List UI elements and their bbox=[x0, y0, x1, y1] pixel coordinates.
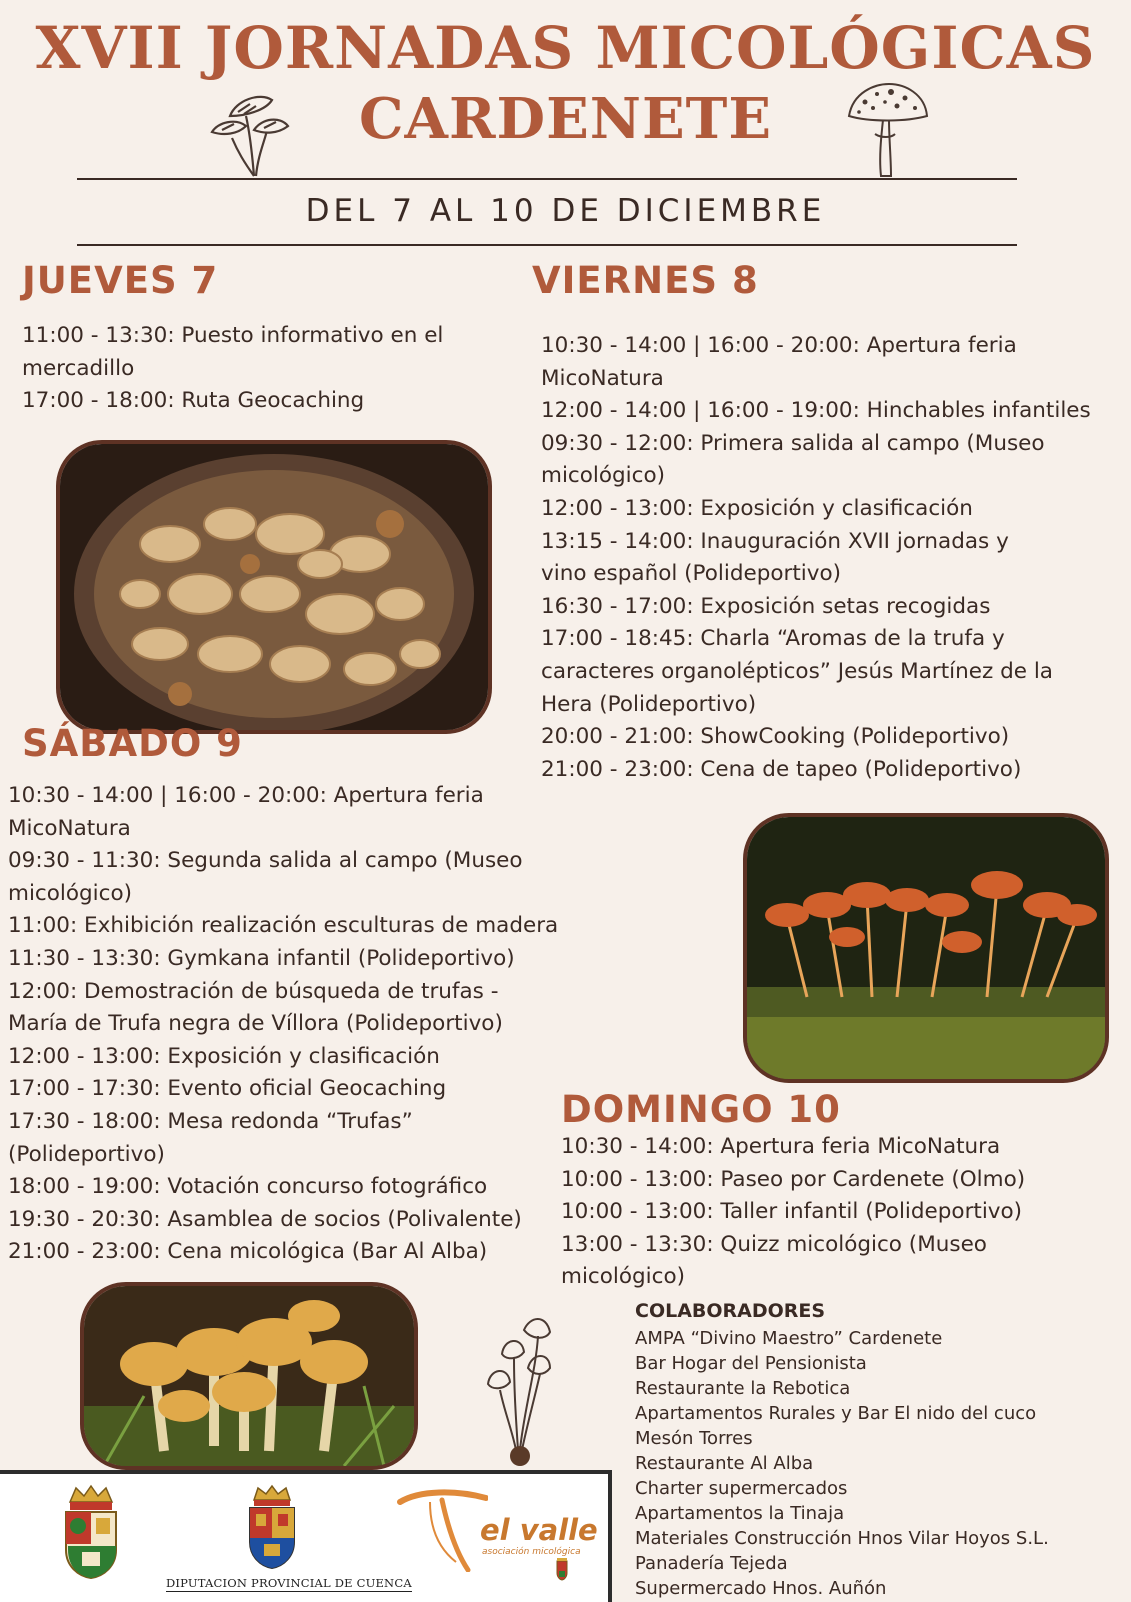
collaborator-item: AMPA “Divino Maestro” Cardenete bbox=[635, 1328, 943, 1349]
schedule-item: 19:30 - 20:30: Asamblea de socios (Polivalente) bbox=[8, 1206, 522, 1232]
page-title-line1: XVII JORNADAS MICOLÓGICAS bbox=[35, 14, 1096, 82]
collaborator-item: Supermercado Hnos. Auñón bbox=[635, 1578, 887, 1599]
schedule-item: (Polideportivo) bbox=[8, 1141, 165, 1167]
page-title-line2: CARDENETE bbox=[358, 86, 773, 152]
collaborator-item: Mesón Torres bbox=[635, 1428, 753, 1449]
schedule-item: 12:00 - 13:00: Exposición y clasificación bbox=[8, 1043, 440, 1069]
coat-of-arms-cardenete bbox=[62, 1484, 120, 1580]
schedule-item: 17:00 - 18:00: Ruta Geocaching bbox=[22, 388, 365, 414]
photo-orange-mushrooms bbox=[743, 813, 1109, 1083]
photo-mushroom-basket bbox=[56, 440, 492, 734]
el-valle-logo bbox=[396, 1488, 488, 1572]
collaborator-item: Charter supermercados bbox=[635, 1478, 848, 1499]
schedule-item: 09:30 - 12:00: Primera salida al campo (Museo bbox=[541, 430, 1045, 456]
schedule-item: 09:30 - 11:30: Segunda salida al campo (Museo bbox=[8, 848, 523, 874]
collaborators-list bbox=[635, 1326, 1049, 1601]
day-heading-jueves: JUEVES 7 bbox=[22, 259, 219, 302]
el-valle-name: el valle bbox=[480, 1513, 598, 1547]
schedule-item: caracteres organolépticos” Jesús Martínez de la bbox=[541, 658, 1053, 684]
schedule-item: 17:30 - 18:00: Mesa redonda “Trufas” bbox=[8, 1108, 413, 1134]
schedule-item: 16:30 - 17:00: Exposición setas recogidas bbox=[541, 593, 991, 619]
schedule-sabado bbox=[8, 780, 558, 1269]
schedule-item: 17:00 - 17:30: Evento oficial Geocaching bbox=[8, 1076, 447, 1102]
coat-of-arms-diputacion bbox=[246, 1484, 298, 1570]
schedule-item: 11:00: Exhibición realización esculturas de madera bbox=[8, 913, 559, 939]
day-heading-domingo: DOMINGO 10 bbox=[561, 1088, 841, 1131]
schedule-item: 12:00: Demostración de búsqueda de trufas - bbox=[8, 978, 499, 1004]
event-dates: DEL 7 AL 10 DE DICIEMBRE bbox=[305, 193, 826, 229]
divider-bottom bbox=[77, 244, 1017, 246]
schedule-item: MicoNatura bbox=[8, 815, 131, 841]
schedule-jueves bbox=[22, 320, 443, 418]
schedule-item: 17:00 - 18:45: Charla “Aromas de la trufa y bbox=[541, 626, 1005, 652]
collaborator-item: Materiales Construcción Hnos Vilar Hoyos S.L. bbox=[635, 1528, 1049, 1549]
schedule-item: 10:00 - 13:00: Taller infantil (Polideportivo) bbox=[561, 1199, 1023, 1225]
schedule-item: 13:15 - 14:00: Inauguración XVII jornadas y bbox=[541, 528, 1009, 554]
schedule-domingo bbox=[561, 1131, 1025, 1294]
schedule-item: 13:00 - 13:30: Quizz micológico (Museo bbox=[561, 1231, 987, 1257]
collaborator-item: Panadería Tejeda bbox=[635, 1553, 788, 1574]
schedule-item: 12:00 - 13:00: Exposición y clasificación bbox=[541, 495, 973, 521]
diputacion-label: DIPUTACION PROVINCIAL DE CUENCA bbox=[166, 1576, 412, 1590]
el-valle-subtitle: asociación micológica bbox=[482, 1547, 581, 1557]
schedule-item: 21:00 - 23:00: Cena de tapeo (Polideportivo) bbox=[541, 756, 1022, 782]
collaborator-item: Bar Hogar del Pensionista bbox=[635, 1353, 867, 1374]
collaborator-item: Restaurante la Rebotica bbox=[635, 1378, 851, 1399]
photo-yellow-mushrooms bbox=[80, 1282, 418, 1470]
small-crest-icon bbox=[555, 1557, 569, 1581]
schedule-item: 20:00 - 21:00: ShowCooking (Polideportivo) bbox=[541, 724, 1010, 750]
schedule-item: vino español (Polideportivo) bbox=[541, 561, 842, 587]
collaborator-item: Apartamentos la Tinaja bbox=[635, 1503, 845, 1524]
schedule-item: 10:30 - 14:00 | 16:00 - 20:00: Apertura feria bbox=[8, 783, 484, 808]
schedule-item: 10:30 - 14:00: Apertura feria MicoNatura bbox=[561, 1134, 1001, 1159]
schedule-item: 11:00 - 13:30: Puesto informativo en el bbox=[22, 323, 444, 348]
schedule-item: María de Trufa negra de Víllora (Polideportivo) bbox=[8, 1011, 503, 1037]
day-heading-sabado: SÁBADO 9 bbox=[22, 722, 243, 765]
collaborator-item: Restaurante Al Alba bbox=[635, 1453, 814, 1474]
mushroom-single-icon bbox=[845, 82, 929, 178]
schedule-item: Hera (Polideportivo) bbox=[541, 691, 757, 717]
day-heading-viernes: VIERNES 8 bbox=[532, 259, 759, 302]
schedule-item: MicoNatura bbox=[541, 365, 664, 391]
schedule-item: 11:30 - 13:30: Gymkana infantil (Polideportivo) bbox=[8, 945, 515, 971]
mushroom-cluster-icon bbox=[210, 82, 292, 178]
schedule-item: 12:00 - 14:00 | 16:00 - 19:00: Hinchables infantiles bbox=[541, 398, 1091, 424]
schedule-item: mercadillo bbox=[22, 355, 135, 381]
schedule-item: 10:30 - 14:00 | 16:00 - 20:00: Apertura feria bbox=[541, 333, 1017, 358]
schedule-item: micológico) bbox=[541, 463, 666, 489]
collaborators-title: COLABORADORES bbox=[635, 1300, 826, 1322]
collaborator-item: Apartamentos Rurales y Bar El nido del cuco bbox=[635, 1403, 1037, 1424]
mushroom-group-icon bbox=[484, 1310, 564, 1470]
divider-top bbox=[77, 178, 1017, 180]
schedule-viernes bbox=[541, 330, 1091, 786]
schedule-item: micológico) bbox=[561, 1264, 686, 1290]
schedule-item: 18:00 - 19:00: Votación concurso fotográfico bbox=[8, 1174, 488, 1200]
schedule-item: 21:00 - 23:00: Cena micológica (Bar Al Alba) bbox=[8, 1239, 488, 1265]
schedule-item: micológico) bbox=[8, 880, 133, 906]
schedule-item: 10:00 - 13:00: Paseo por Cardenete (Olmo) bbox=[561, 1166, 1026, 1192]
